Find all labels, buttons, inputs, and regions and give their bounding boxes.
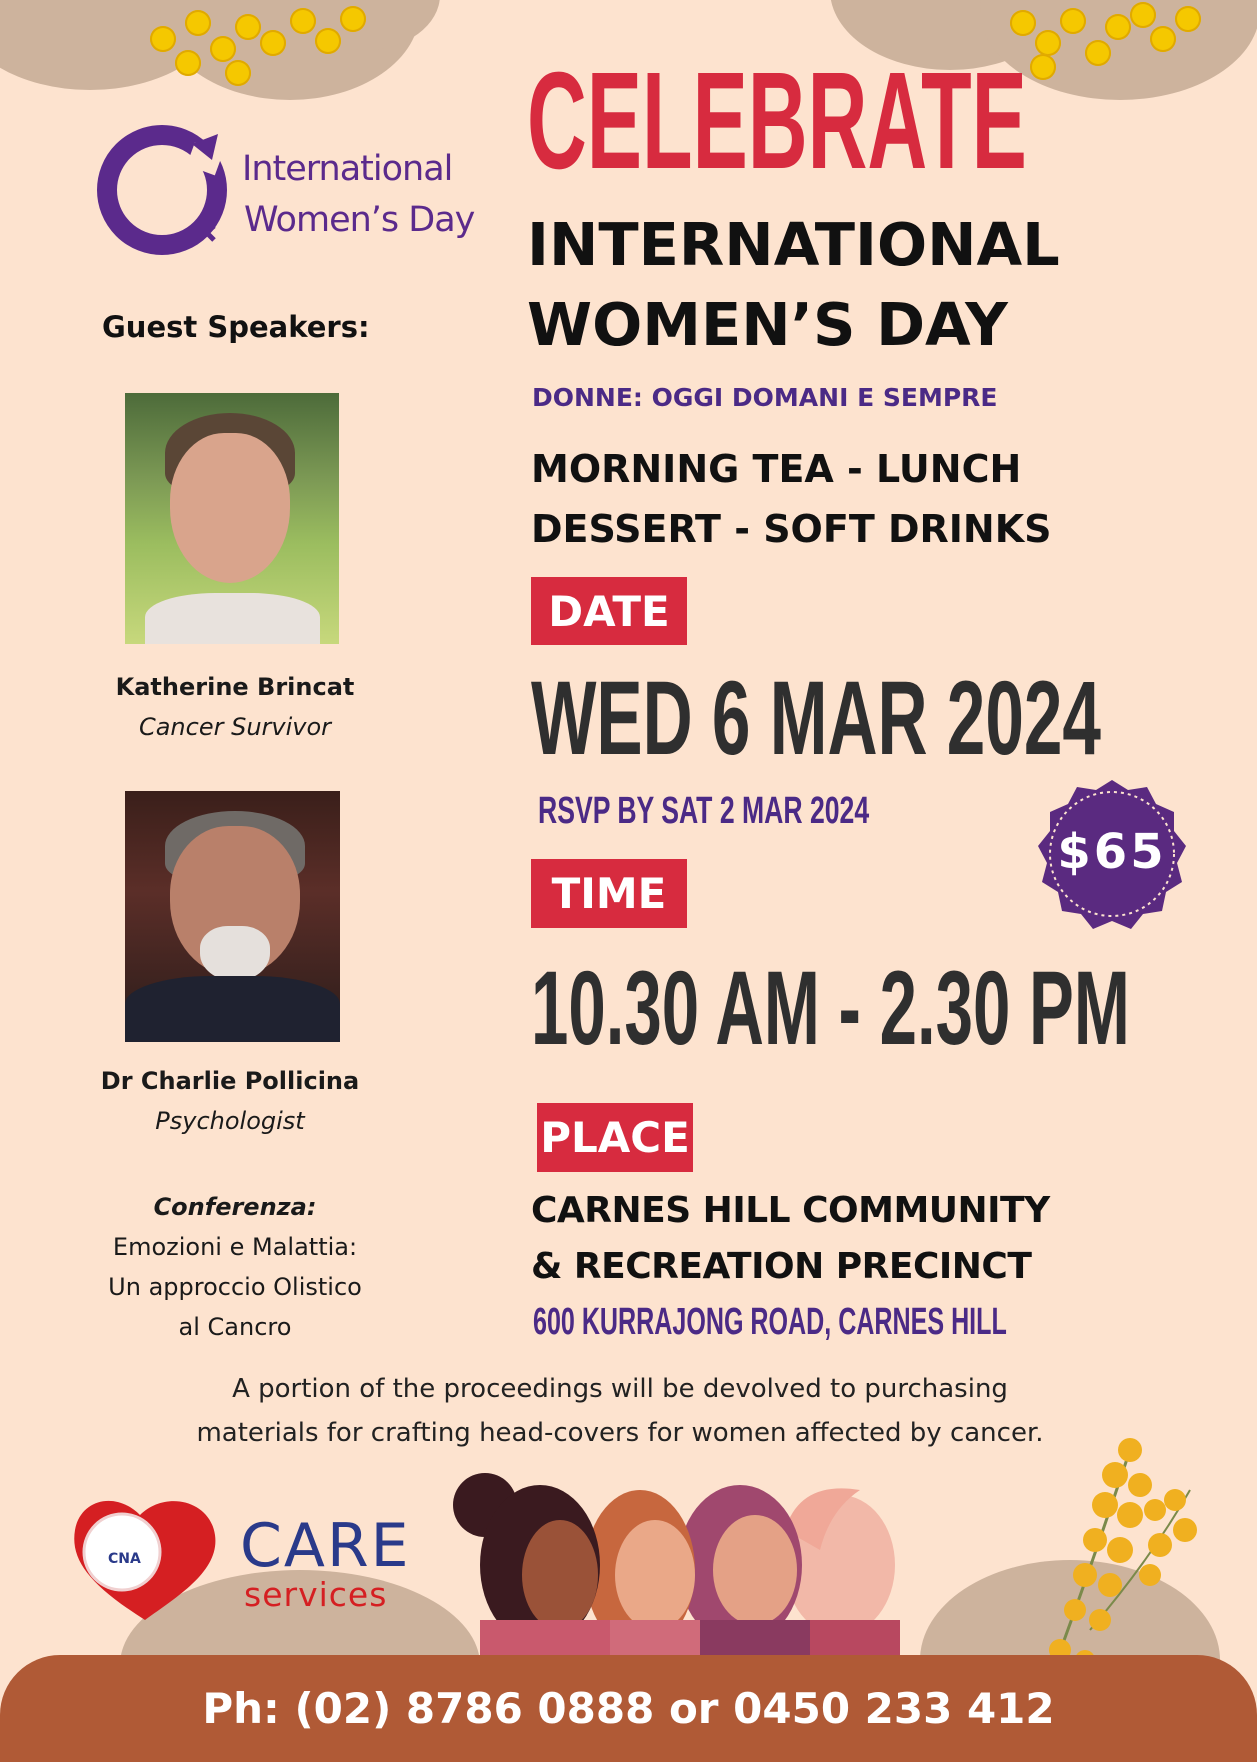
women-silhouettes-illustration [440,1470,960,1660]
proceeds-note-line2: materials for crafting head-covers for women affected by cancer. [196,1418,1044,1448]
iwd-logo-icon [92,118,242,268]
care-logo-word2: services [244,1575,388,1614]
headline-celebrate: CELEBRATE [527,44,1027,198]
speaker-name-charlie: Dr Charlie Pollicina [100,1067,360,1095]
menu-line2: DESSERT - SOFT DRINKS [531,507,1052,551]
headline-title-line1: INTERNATIONAL [527,210,1060,279]
headline-title-line2: WOMEN’S DAY [527,290,1008,359]
place-address: 600 KURRAJONG ROAD, CARNES HILL [533,1301,1007,1343]
rsvp-deadline: RSVP BY SAT 2 MAR 2024 [538,790,870,832]
iwd-logo-text-line2: Women’s Day [244,200,475,240]
conference-heading: Conferenza: [153,1193,317,1221]
date-label: DATE [531,577,687,645]
conference-line2: Un approccio Olistico [108,1273,362,1301]
footer-phone: Ph: (02) 8786 0888 or 0450 233 412 [202,1684,1055,1733]
time-label: TIME [531,859,687,928]
care-logo-word1: CARE [240,1511,411,1581]
headline-subtitle: DONNE: OGGI DOMANI E SEMPRE [532,383,998,412]
proceeds-note-line1: A portion of the proceedings will be devolved to purchasing [232,1374,1008,1404]
guest-speakers-heading: Guest Speakers: [102,310,370,344]
speaker-role-charlie: Psychologist [155,1107,305,1135]
time-value: 10.30 AM - 2.30 PM [531,950,1130,1067]
conference-line3: al Cancro [178,1313,292,1341]
date-value: WED 6 MAR 2024 [531,660,1101,777]
speaker-photo-charlie [125,791,340,1042]
top-left-wattle-decoration [0,0,440,110]
speaker-role-katherine: Cancer Survivor [138,713,332,741]
place-line1: CARNES HILL COMMUNITY [531,1190,1050,1231]
menu-line1: MORNING TEA - LUNCH [531,447,1022,491]
care-badge-text: CNA [108,1551,141,1567]
price-badge-text: $65 [1057,824,1167,880]
speaker-name-katherine: Katherine Brincat [115,673,355,701]
iwd-logo-text-line1: International [242,149,453,189]
care-heart-logo-icon [70,1490,220,1625]
place-label: PLACE [537,1103,693,1172]
speaker-photo-katherine [125,393,339,644]
conference-line1: Emozioni e Malattia: [112,1233,358,1261]
place-line2: & RECREATION PRECINCT [531,1246,1032,1287]
